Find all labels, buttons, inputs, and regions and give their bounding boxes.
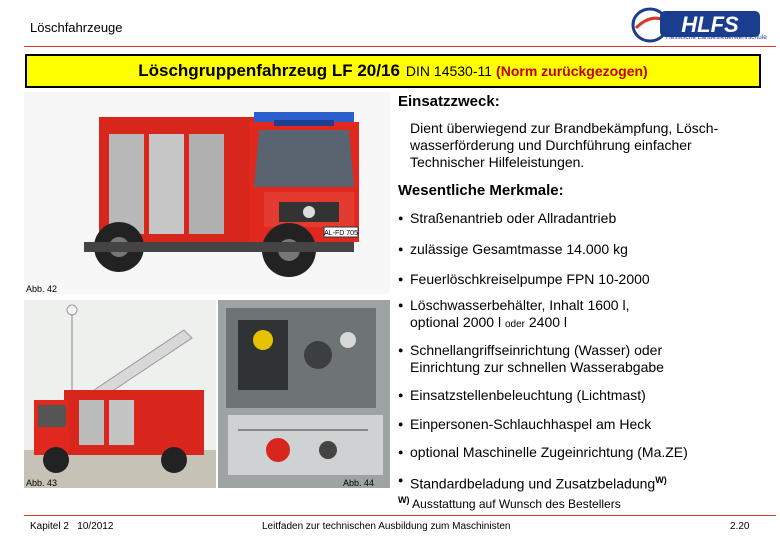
- title-bar: [25, 54, 761, 88]
- caption-abb-44: Abb. 44: [343, 478, 375, 488]
- page-number: 2.20: [730, 521, 750, 532]
- einsatzzweck-line: Dient überwiegend zur Brandbekämpfung, Lösch-: [410, 120, 719, 136]
- pump-compartment-photo: [218, 300, 390, 488]
- vehicle-title: Löschgruppenfahrzeug LF 20/16: [138, 61, 400, 80]
- header-rule: [24, 46, 776, 47]
- bullet-icon: ●: [398, 475, 404, 485]
- norm-reference: DIN 14530-11: [405, 63, 493, 79]
- list-item: ● zulässige Gesamtmasse 14.000 kg: [398, 241, 628, 257]
- footnote: [398, 495, 621, 511]
- einsatzzweck-line: Technischer Hilfeleistungen.: [410, 154, 585, 170]
- footer-title: Leitfaden zur technischen Ausbildung zum Maschinisten: [262, 521, 511, 532]
- footer-rule: [24, 515, 776, 516]
- section-heading-merkmale: Wesentliche Merkmale:: [398, 182, 564, 199]
- einsatzzweck-text: [410, 120, 718, 171]
- logo-text: HLFS: [681, 12, 739, 37]
- bullet-icon: ●: [398, 345, 404, 355]
- bullet-icon: ●: [398, 244, 404, 254]
- fire-truck-photo: [24, 92, 390, 294]
- list-item: ● Standardbeladung und Zusatzbeladung$^{W)}$: [398, 472, 667, 493]
- list-item: ● Feuerlöschkreiselpumpe FPN 10-2000: [398, 271, 650, 287]
- bullet-icon: ●: [398, 300, 404, 310]
- list-item: ● optional Maschinelle Zugeinrichtung (Ma.ZE): [398, 444, 688, 460]
- caption-abb-43: Abb. 43: [26, 478, 58, 488]
- list-item: ● Schnellangriffseinrichtung (Wasser) oder Einrichtung zur schnellen Wasserabgabe: [398, 342, 664, 375]
- logo-subtitle: Hessische Landesfeuerwehrschule: [666, 34, 767, 41]
- footnote-text: Ausstattung auf Wunsch des Bestellers: [412, 497, 621, 511]
- list-item: ● Einpersonen-Schlauchhaspel am Heck: [398, 416, 652, 432]
- list-item: ● Straßenantrieb oder Allradantrieb: [398, 210, 617, 226]
- section-heading-einsatzzweck: Einsatzzweck:: [398, 93, 500, 110]
- list-item: ● Löschwasserbehälter, Inhalt 1600 l, optional 2000 l oder 2400 l: [398, 297, 629, 333]
- bullet-icon: ●: [398, 213, 404, 223]
- ladder-truck-photo: [24, 300, 216, 488]
- footer-chapter: Kapitel 2 10/2012: [30, 521, 114, 532]
- caption-abb-42: Abb. 42: [26, 284, 58, 294]
- einsatzzweck-line: wasserförderung und Durchführung einfacher: [410, 137, 692, 153]
- bullet-icon: ●: [398, 274, 404, 284]
- bullet-icon: ●: [398, 390, 404, 400]
- bullet-icon: ●: [398, 419, 404, 429]
- footnote-mark: W): [398, 495, 410, 505]
- bullet-icon: ●: [398, 447, 404, 457]
- header-title: Löschfahrzeuge: [30, 20, 123, 35]
- license-plate: AL-FD 705: [324, 230, 358, 237]
- list-item: ● Einsatzstellenbeleuchtung (Lichtmast): [398, 387, 646, 403]
- norm-note: (Norm zurückgezogen): [496, 63, 648, 79]
